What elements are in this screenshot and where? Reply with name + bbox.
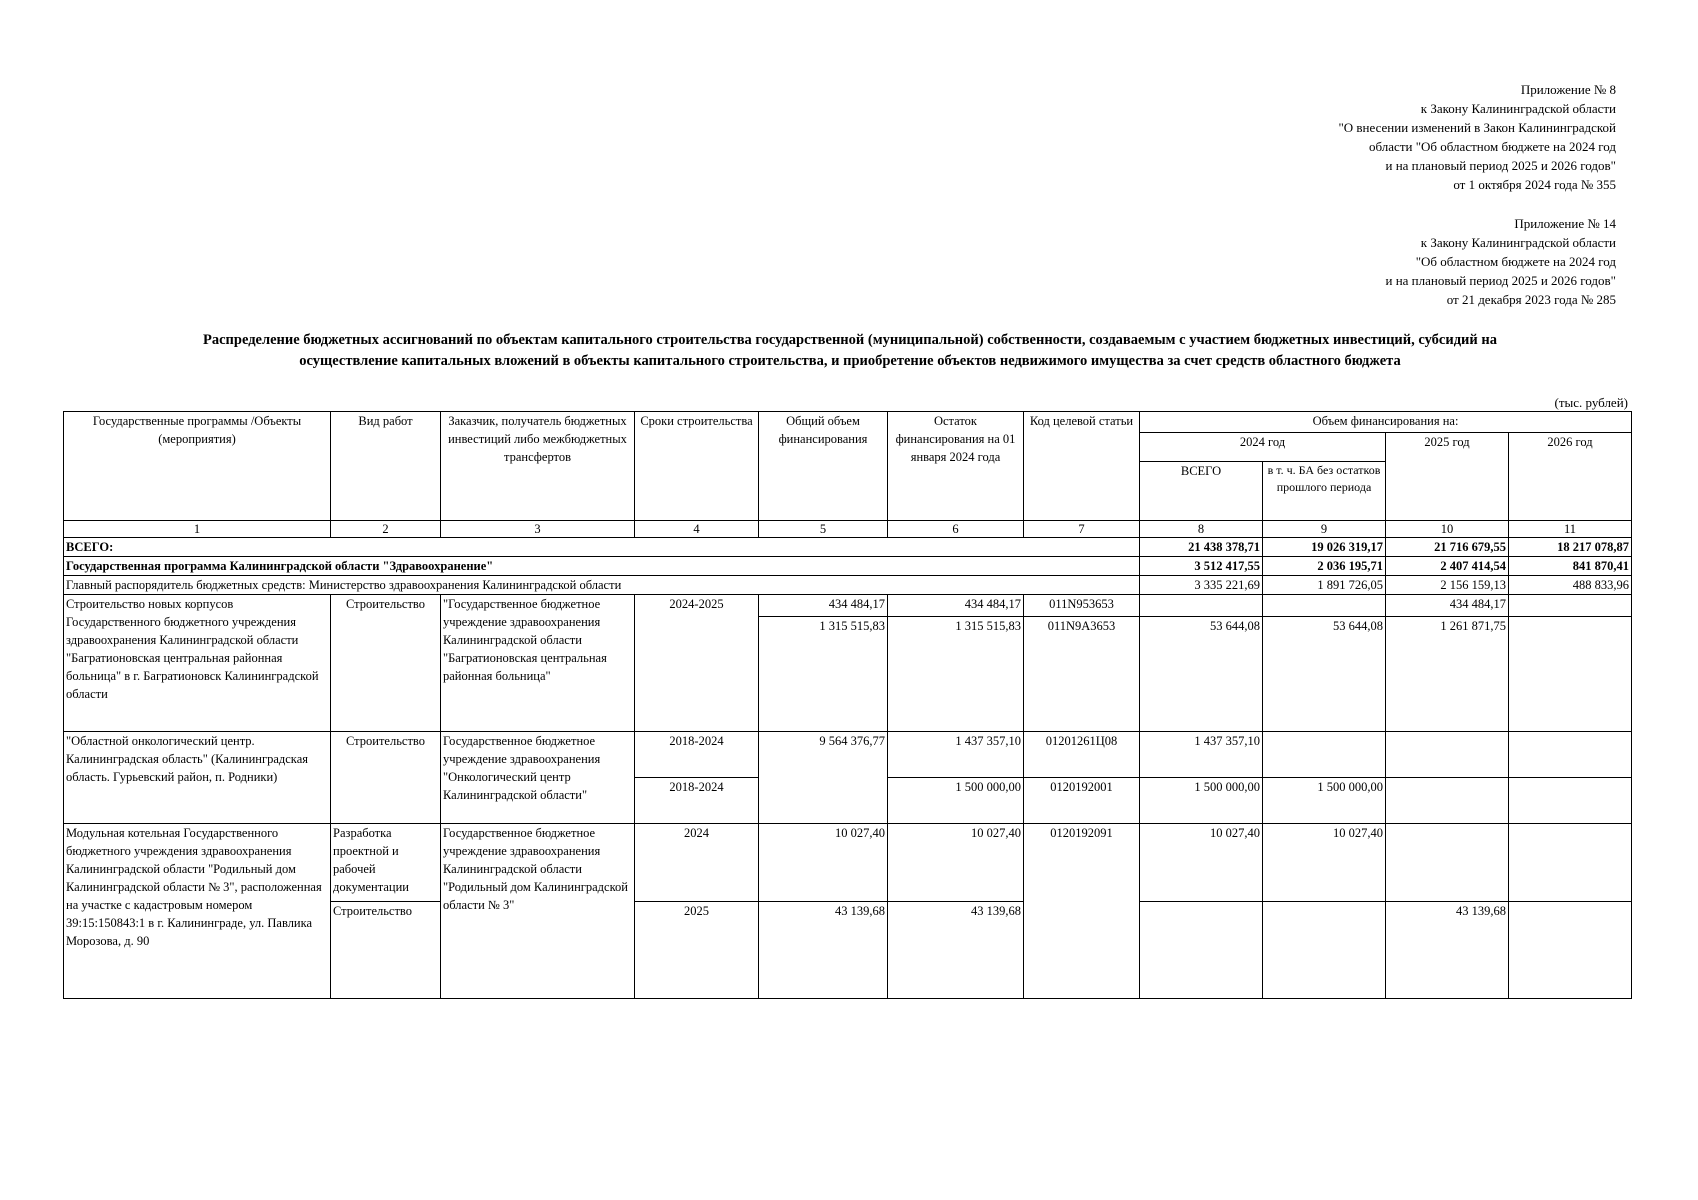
fin-2024-incl bbox=[1263, 595, 1386, 617]
fin-2026 bbox=[1509, 902, 1632, 999]
header-2024: 2024 год bbox=[1140, 433, 1386, 462]
fin-2024-incl bbox=[1263, 732, 1386, 778]
appendix-line: Приложение № 8 bbox=[1520, 82, 1616, 97]
col-number: 6 bbox=[888, 521, 1024, 538]
remaining-financing: 1 500 000,00 bbox=[888, 778, 1024, 824]
title-line-1: Распределение бюджетных ассигнований по объектам капитального строительства государственной (муниципальной) собственности, создаваемым с участием бюджетных инвестиций, субсидий на bbox=[202, 332, 1497, 348]
customer: "Государственное бюджетное учреждение здравоохранения Калининградской области "Багратионовская центральная районная больница" bbox=[441, 595, 635, 732]
appendix-8-block bbox=[1338, 80, 1616, 194]
work-type: Строительство bbox=[331, 595, 441, 732]
header-col-3: Заказчик, получатель бюджетных инвестиций либо межбюджетных трансфертов bbox=[441, 412, 635, 521]
col-number: 3 bbox=[441, 521, 635, 538]
fin-2024-total bbox=[1140, 902, 1263, 999]
work-type: Строительство bbox=[331, 902, 441, 999]
construction-term: 2025 bbox=[635, 902, 759, 999]
header-col-5: Общий объем финансирования bbox=[759, 412, 888, 521]
col-number: 4 bbox=[635, 521, 759, 538]
remaining-financing: 434 484,17 bbox=[888, 595, 1024, 617]
header-col-7: Код целевой статьи bbox=[1024, 412, 1140, 521]
totals-2024-incl: 19 026 319,17 bbox=[1263, 538, 1386, 557]
table-row bbox=[64, 732, 1632, 778]
construction-term: 2018-2024 bbox=[635, 732, 759, 778]
fin-2025: 1 261 871,75 bbox=[1386, 617, 1509, 732]
program-2024-total: 3 512 417,55 bbox=[1140, 557, 1263, 576]
fin-2024-total: 53 644,08 bbox=[1140, 617, 1263, 732]
target-code: 0120192001 bbox=[1024, 778, 1140, 824]
fin-2026 bbox=[1509, 778, 1632, 824]
total-financing: 10 027,40 bbox=[759, 824, 888, 902]
table-row bbox=[64, 824, 1632, 902]
fin-2025: 43 139,68 bbox=[1386, 902, 1509, 999]
appendix-line: от 1 октября 2024 года № 355 bbox=[1453, 177, 1616, 192]
appendix-line: Приложение № 14 bbox=[1514, 216, 1616, 231]
appendix-line: от 21 декабря 2023 года № 285 bbox=[1446, 292, 1616, 307]
totals-row bbox=[64, 538, 1632, 557]
header-col-6: Остаток финансирования на 01 января 2024 года bbox=[888, 412, 1024, 521]
header-col-4: Сроки строительства bbox=[635, 412, 759, 521]
table-row bbox=[64, 595, 1632, 617]
construction-term: 2024-2025 bbox=[635, 595, 759, 732]
col-number: 11 bbox=[1509, 521, 1632, 538]
col-number: 7 bbox=[1024, 521, 1140, 538]
object-name: Строительство новых корпусов Государственного бюджетного учреждения здравоохранения Калининградской области "Багратионовская центральная районная больница" в г. Багратионовск Калининградской области bbox=[64, 595, 331, 732]
appendix-line: к Закону Калининградской области bbox=[1420, 235, 1616, 250]
customer: Государственное бюджетное учреждение здравоохранения "Онкологический центр Калининградской области" bbox=[441, 732, 635, 824]
header-2026: 2026 год bbox=[1509, 433, 1632, 521]
manager-2026: 488 833,96 bbox=[1509, 576, 1632, 595]
appendix-14-block bbox=[1385, 214, 1616, 309]
appendix-line: и на плановый период 2025 и 2026 годов" bbox=[1385, 273, 1616, 288]
appendix-line: области "Об областном бюджете на 2024 год bbox=[1369, 139, 1616, 154]
remaining-financing: 43 139,68 bbox=[888, 902, 1024, 999]
fin-2024-total: 1 500 000,00 bbox=[1140, 778, 1263, 824]
fin-2026 bbox=[1509, 824, 1632, 902]
program-label: Государственная программа Калининградской области "Здравоохранение" bbox=[64, 557, 1140, 576]
fin-2024-incl: 53 644,08 bbox=[1263, 617, 1386, 732]
totals-label: ВСЕГО: bbox=[64, 538, 1140, 557]
appendix-line: "О внесении изменений в Закон Калининградской bbox=[1338, 120, 1616, 135]
manager-row bbox=[64, 576, 1632, 595]
appendix-line: к Закону Калининградской области bbox=[1420, 101, 1616, 116]
remaining-financing: 1 437 357,10 bbox=[888, 732, 1024, 778]
col-number: 10 bbox=[1386, 521, 1509, 538]
document-title bbox=[70, 330, 1630, 372]
program-row bbox=[64, 557, 1632, 576]
totals-2026: 18 217 078,87 bbox=[1509, 538, 1632, 557]
construction-term: 2018-2024 bbox=[635, 778, 759, 824]
target-code: 011N9A3653 bbox=[1024, 617, 1140, 732]
fin-2024-total bbox=[1140, 595, 1263, 617]
manager-2024-total: 3 335 221,69 bbox=[1140, 576, 1263, 595]
program-2025: 2 407 414,54 bbox=[1386, 557, 1509, 576]
program-2026: 841 870,41 bbox=[1509, 557, 1632, 576]
fin-2024-incl: 10 027,40 bbox=[1263, 824, 1386, 902]
fin-2025 bbox=[1386, 778, 1509, 824]
col-number: 8 bbox=[1140, 521, 1263, 538]
header-2025: 2025 год bbox=[1386, 433, 1509, 521]
remaining-financing: 10 027,40 bbox=[888, 824, 1024, 902]
fin-2024-incl: 1 500 000,00 bbox=[1263, 778, 1386, 824]
totals-2024-total: 21 438 378,71 bbox=[1140, 538, 1263, 557]
fin-2025 bbox=[1386, 824, 1509, 902]
work-type: Строительство bbox=[331, 732, 441, 824]
total-financing: 9 564 376,77 bbox=[759, 732, 888, 824]
total-financing: 1 315 515,83 bbox=[759, 617, 888, 732]
unit-label: (тыс. рублей) bbox=[1554, 395, 1628, 410]
work-type: Разработка проектной и рабочей документации bbox=[331, 824, 441, 902]
col-number: 1 bbox=[64, 521, 331, 538]
manager-label: Главный распорядитель бюджетных средств: Министерство здравоохранения Калининградской области bbox=[64, 576, 1140, 595]
object-name: Модульная котельная Государственного бюджетного учреждения здравоохранения Калининградской области "Родильный дом Калининградской области № 3", расположенная на участке с кадастровым номером 39:15:150843:1 в г. Калининграде, ул. Павлика Морозова, д. 90 bbox=[64, 824, 331, 999]
fin-2024-total: 10 027,40 bbox=[1140, 824, 1263, 902]
appendix-line: "Об областном бюджете на 2024 год bbox=[1415, 254, 1616, 269]
header-col-2: Вид работ bbox=[331, 412, 441, 521]
budget-table bbox=[63, 411, 1632, 999]
col-number: 2 bbox=[331, 521, 441, 538]
object-name: "Областной онкологический центр. Калининградская область" (Калининградская область. Гурьевский район, п. Родники) bbox=[64, 732, 331, 824]
fin-2025: 434 484,17 bbox=[1386, 595, 1509, 617]
totals-2025: 21 716 679,55 bbox=[1386, 538, 1509, 557]
total-financing: 434 484,17 bbox=[759, 595, 888, 617]
target-code: 0120192091 bbox=[1024, 824, 1140, 999]
header-col-1: Государственные программы /Объекты (мероприятия) bbox=[64, 412, 331, 521]
col-number: 9 bbox=[1263, 521, 1386, 538]
remaining-financing: 1 315 515,83 bbox=[888, 617, 1024, 732]
program-2024-incl: 2 036 195,71 bbox=[1263, 557, 1386, 576]
target-code: 01201261Ц08 bbox=[1024, 732, 1140, 778]
fin-2026 bbox=[1509, 617, 1632, 732]
fin-2026 bbox=[1509, 732, 1632, 778]
header-volume: Объем финансирования на: bbox=[1140, 412, 1632, 433]
col-number: 5 bbox=[759, 521, 888, 538]
manager-2025: 2 156 159,13 bbox=[1386, 576, 1509, 595]
customer: Государственное бюджетное учреждение здравоохранения Калининградской области "Родильный дом Калининградской области № 3" bbox=[441, 824, 635, 999]
fin-2026 bbox=[1509, 595, 1632, 617]
total-financing: 43 139,68 bbox=[759, 902, 888, 999]
fin-2025 bbox=[1386, 732, 1509, 778]
construction-term: 2024 bbox=[635, 824, 759, 902]
column-number-row bbox=[64, 521, 1632, 538]
fin-2024-incl bbox=[1263, 902, 1386, 999]
title-line-2: осуществление капитальных вложений в объекты капитального строительства, и приобретение объектов недвижимого имущества за счет средств областного бюджета bbox=[299, 353, 1401, 369]
appendix-line: и на плановый период 2025 и 2026 годов" bbox=[1385, 158, 1616, 173]
fin-2024-total: 1 437 357,10 bbox=[1140, 732, 1263, 778]
target-code: 011N953653 bbox=[1024, 595, 1140, 617]
manager-2024-incl: 1 891 726,05 bbox=[1263, 576, 1386, 595]
header-total: ВСЕГО bbox=[1140, 462, 1263, 521]
header-incl: в т. ч. БА без остатков прошлого периода bbox=[1263, 462, 1386, 521]
